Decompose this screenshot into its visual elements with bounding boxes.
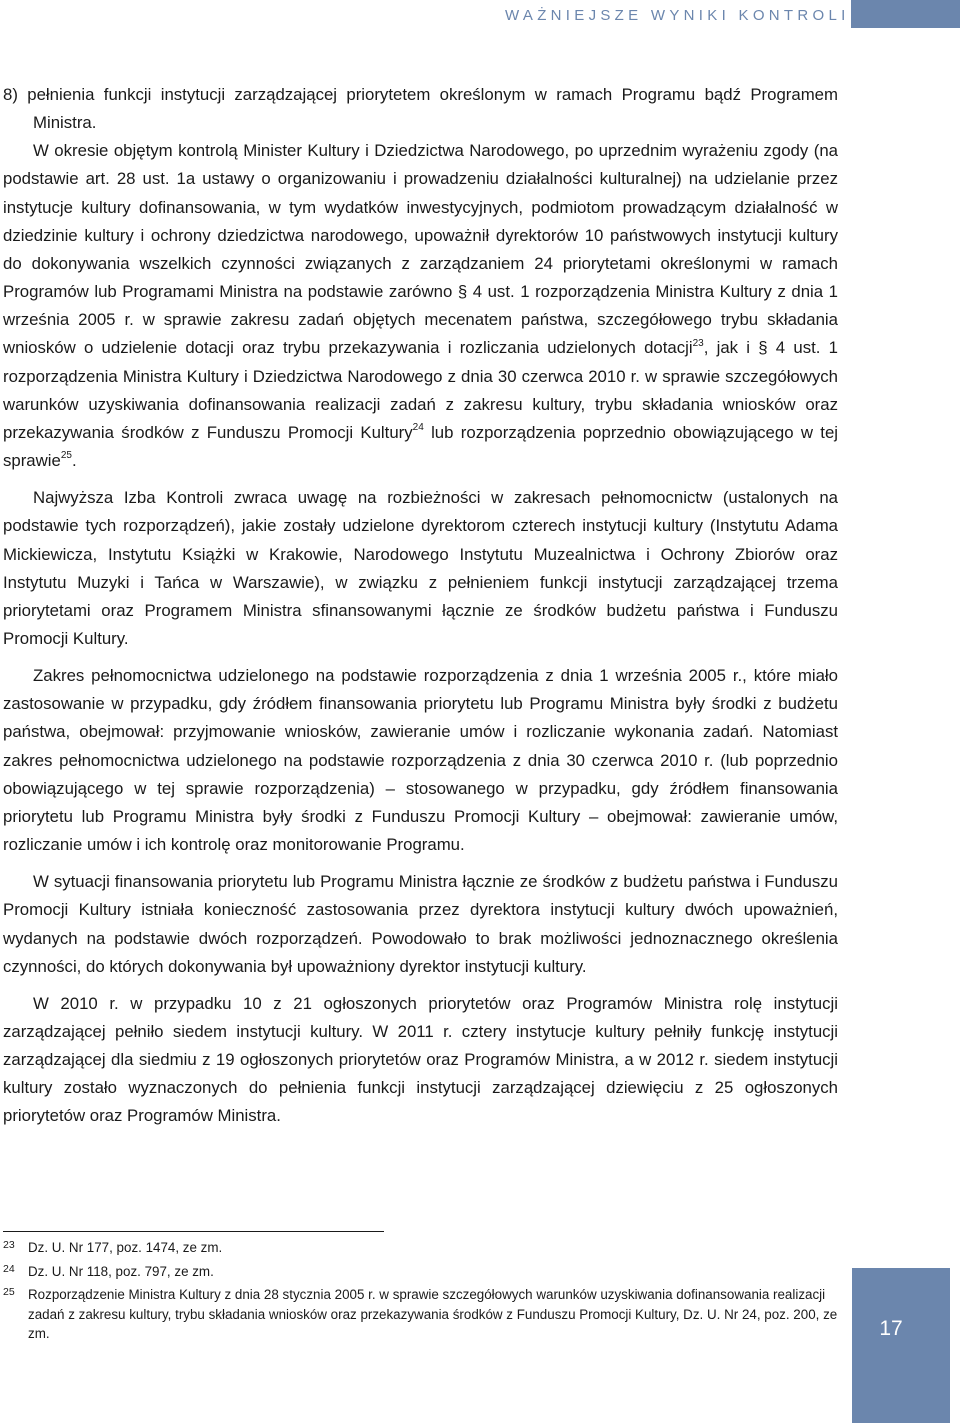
footnote-number: 25 <box>3 1286 15 1298</box>
footnote-text: Rozporządzenie Ministra Kultury z dnia 28 stycznia 2005 r. w sprawie szczegółowych warunków uzyskiwania dofinansowania realizacji zadań z zakresu kultury, trybu składania wniosków oraz przekazywania środków z Funduszu Promocji Kultury, Dz. U. Nr 24, poz. 200, ze zm. <box>28 1287 838 1341</box>
list-item-8: 8) pełnienia funkcji instytucji zarządzającej priorytetem określonym w ramach Programu bądź Programem Ministra. <box>3 85 838 133</box>
running-header-title: WAŻNIEJSZE WYNIKI KONTROLI <box>505 7 850 24</box>
page-number-box <box>852 1268 950 1423</box>
footnote-24 <box>3 1262 838 1282</box>
footnote-number: 24 <box>3 1262 15 1275</box>
footnote-23 <box>3 1238 838 1258</box>
footnote-number: 23 <box>3 1239 15 1251</box>
paragraph-1: W okresie objętym kontrolą Minister Kultury i Dziedzictwa Narodowego, po uprzednim wyrażeniu zgody (na podstawie art. 28 ust. 1a ustawy o organizowaniu i prowadzeniu działalności kulturalnej) na udzielanie przez instytucje kultury dofinansowania, w tym wydatków inwestycyjnych, podmiotom prowadzącym działalność w dziedzinie kultury i ochrony dziedzictwa narodowego, upoważnił dyrektorów 10 państwowych instytucji kultury do dokonywania wszelkich czynności związanych z zarządzaniem 24 priorytetami określonymi w ramach Programów lub Programami Ministra na podstawie zarówno § 4 ust. 1 rozporządzenia Ministra Kultury z dnia 1 września 2005 r. w sprawie zakresu zadań objętych mecenatem państwa, szczegółowego trybu składania wniosków o udzielenie dotacji oraz trybu przekazywania i rozliczania udzielonych dotacji$^{23}$, jak i § 4 ust. 1 rozporządzenia Ministra Kultury i Dziedzictwa Narodowego z dnia 30 czerwca 2010 r. w sprawie szczegółowych warunków uzyskiwania dofinansowania realizacji zadań z zakresu kultury, trybu składania wniosków oraz przekazywania środków z Funduszu Promocji Kultury$^{24}$ lub rozporządzenia poprzednio obowiązującego w tej sprawie$^{25}$. <box>3 141 839 471</box>
footnote-ref-23[interactable]: 23 <box>692 337 704 349</box>
paragraph-5: W 2010 r. w przypadku 10 z 21 ogłoszonych priorytetów oraz Programów Ministra rolę instytucji zarządzającej pełniło siedem instytucji kultury. W 2011 r. cztery instytucje kultury pełniły funkcję instytucji zarządzającej dla siedmiu z 19 ogłoszonych priorytetów oraz Programów Ministra, a w 2012 r. siedem instytucji kultury zostało wyznaczonych do pełnienia funkcji instytucji zarządzającej dziewięciu z 25 ogłoszonych priorytetów oraz Programów Ministra. <box>3 993 838 1126</box>
header-color-block <box>851 0 960 28</box>
paragraph-2: Najwyższa Izba Kontroli zwraca uwagę na rozbieżności w zakresach pełnomocnictw (ustalonych na podstawie tych rozporządzeń), jakie zostały udzielone dyrektorom czterech instytucji kultury (Instytutu Adama Mickiewicza, Instytutu Książki w Krakowie, Narodowego Instytutu Muzealnictwa i Ochrony Zbiorów oraz Instytutu Muzyki i Tańca w Warszawie), w związku z pełnieniem funkcji instytucji zarządzającej trzema priorytetami oraz Programem Ministra sfinansowanymi łącznie ze środków budżetu państwa i Funduszu Promocji Kultury. <box>3 488 838 648</box>
footnote-ref-25[interactable]: 25 <box>60 450 72 462</box>
footnote-ref-24[interactable]: 24 <box>412 422 424 434</box>
page-number: 17 <box>879 1317 903 1340</box>
paragraph-4: W sytuacji finansowania priorytetu lub Programu Ministra łącznie ze środków z budżetu państwa i Funduszu Promocji Kultury istniała konieczność zastosowania przez dyrektora instytucji kultury dwóch upoważnień, wydanych na podstawie dwóch rozporządzeń. Powodowało to brak możliwości jednoznacznego określenia czynności, do których dokonywania był upoważniony dyrektor instytucji kultury. <box>3 872 838 976</box>
paragraph-3: Zakres pełnomocnictwa udzielonego na podstawie rozporządzenia z dnia 1 września 2005 r., które miało zastosowanie w przypadku, gdy źródłem finansowania priorytetu lub Programu Ministra były środki z budżetu państwa, obejmował: przyjmowanie wniosków, zawieranie umów i rozliczanie wykonania zadań. Natomiast zakres pełnomocnictwa udzielonego na podstawie rozporządzenia z dnia 30 czerwca 2010 r. (lub poprzednio obowiązującego w tej sprawie rozporządzenia) – stosowanego w przypadku, gdy źródłem finansowania priorytetu lub Programu Ministra były środki z Funduszu Promocji Kultury – obejmował: zawieranie umów, rozliczanie umów i ich kontrolę oraz monitorowanie Programu. <box>3 666 838 855</box>
footnotes <box>3 1238 838 1348</box>
footnote-text: Dz. U. Nr 118, poz. 797, ze zm. <box>28 1263 214 1279</box>
page-body <box>3 81 838 1140</box>
footnote-text: Dz. U. Nr 177, poz. 1474, ze zm. <box>28 1240 223 1255</box>
footnote-25 <box>3 1285 838 1344</box>
footnote-divider <box>3 1231 384 1232</box>
